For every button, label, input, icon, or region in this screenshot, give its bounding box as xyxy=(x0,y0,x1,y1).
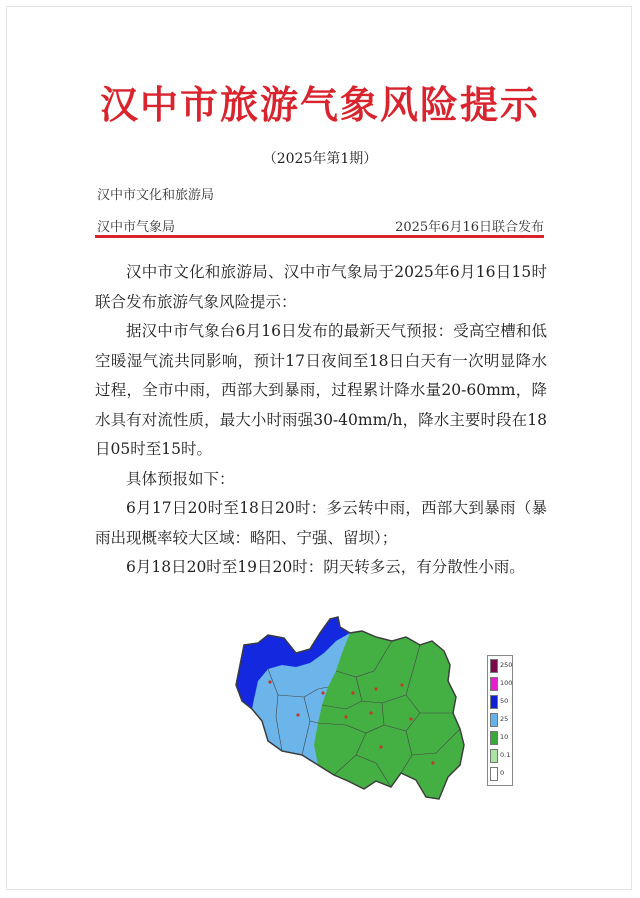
paragraph-details-heading: 具体预报如下： xyxy=(126,469,235,488)
rainfall-legend xyxy=(487,655,513,786)
legend-item xyxy=(490,749,512,763)
legend-swatch xyxy=(490,713,498,727)
issue-number: （2025年第1期） xyxy=(262,151,378,167)
publish-date: 2025年6月16日联合发布 xyxy=(395,220,544,235)
issuer-meteorological-bureau: 汉中市气象局 xyxy=(97,220,176,235)
legend-item xyxy=(490,731,512,745)
rainfall-map-graphic xyxy=(206,605,516,805)
legend-item xyxy=(490,695,512,709)
legend-swatch xyxy=(490,767,498,781)
legend-label: 25 xyxy=(500,715,509,723)
legend-item xyxy=(490,659,512,673)
legend-label: 0.1 xyxy=(500,751,511,759)
legend-label: 250 xyxy=(500,661,513,669)
legend-item xyxy=(490,713,512,727)
header-divider xyxy=(95,235,544,238)
legend-swatch xyxy=(490,677,498,691)
legend-label: 50 xyxy=(500,697,509,705)
paragraph-intro: 汉中市文化和旅游局、汉中市气象局于2025年6月16日15时联合发布旅游气象风险提示： xyxy=(95,263,547,311)
legend-item xyxy=(490,767,512,781)
legend-swatch xyxy=(490,695,498,709)
legend-label: 0 xyxy=(500,769,505,777)
legend-item xyxy=(490,677,512,691)
body-text xyxy=(95,258,547,583)
legend-swatch xyxy=(490,731,498,745)
legend-swatch xyxy=(490,749,498,763)
issuer-tourism-bureau: 汉中市文化和旅游局 xyxy=(97,188,215,203)
paragraph-day1: 6月17日20时至18日20时：多云转中雨，西部大到暴雨（暴雨出现概率较大区域：略阳、宁强、留坝）； xyxy=(95,499,547,547)
paragraph-day2: 6月18日20时至19日20时：阴天转多云，有分散性小雨。 xyxy=(126,558,525,576)
legend-label: 100 xyxy=(500,679,513,687)
paragraph-forecast: 据汉中市气象台6月16日发布的最新天气预报：受高空槽和低空暖湿气流共同影响，预计17日夜间至18日白天有一次明显降水过程，全市中雨，西部大到暴雨，过程累计降水量20-60mm，降水具有对流性质，最大小时雨强30-40mm/h，降水主要时段在18日05时至15时。 xyxy=(95,322,547,458)
legend-label: 10 xyxy=(500,733,509,741)
document-title: 汉中市旅游气象风险提示 xyxy=(99,82,540,127)
legend-swatch xyxy=(490,659,498,673)
rainfall-map xyxy=(206,605,516,805)
